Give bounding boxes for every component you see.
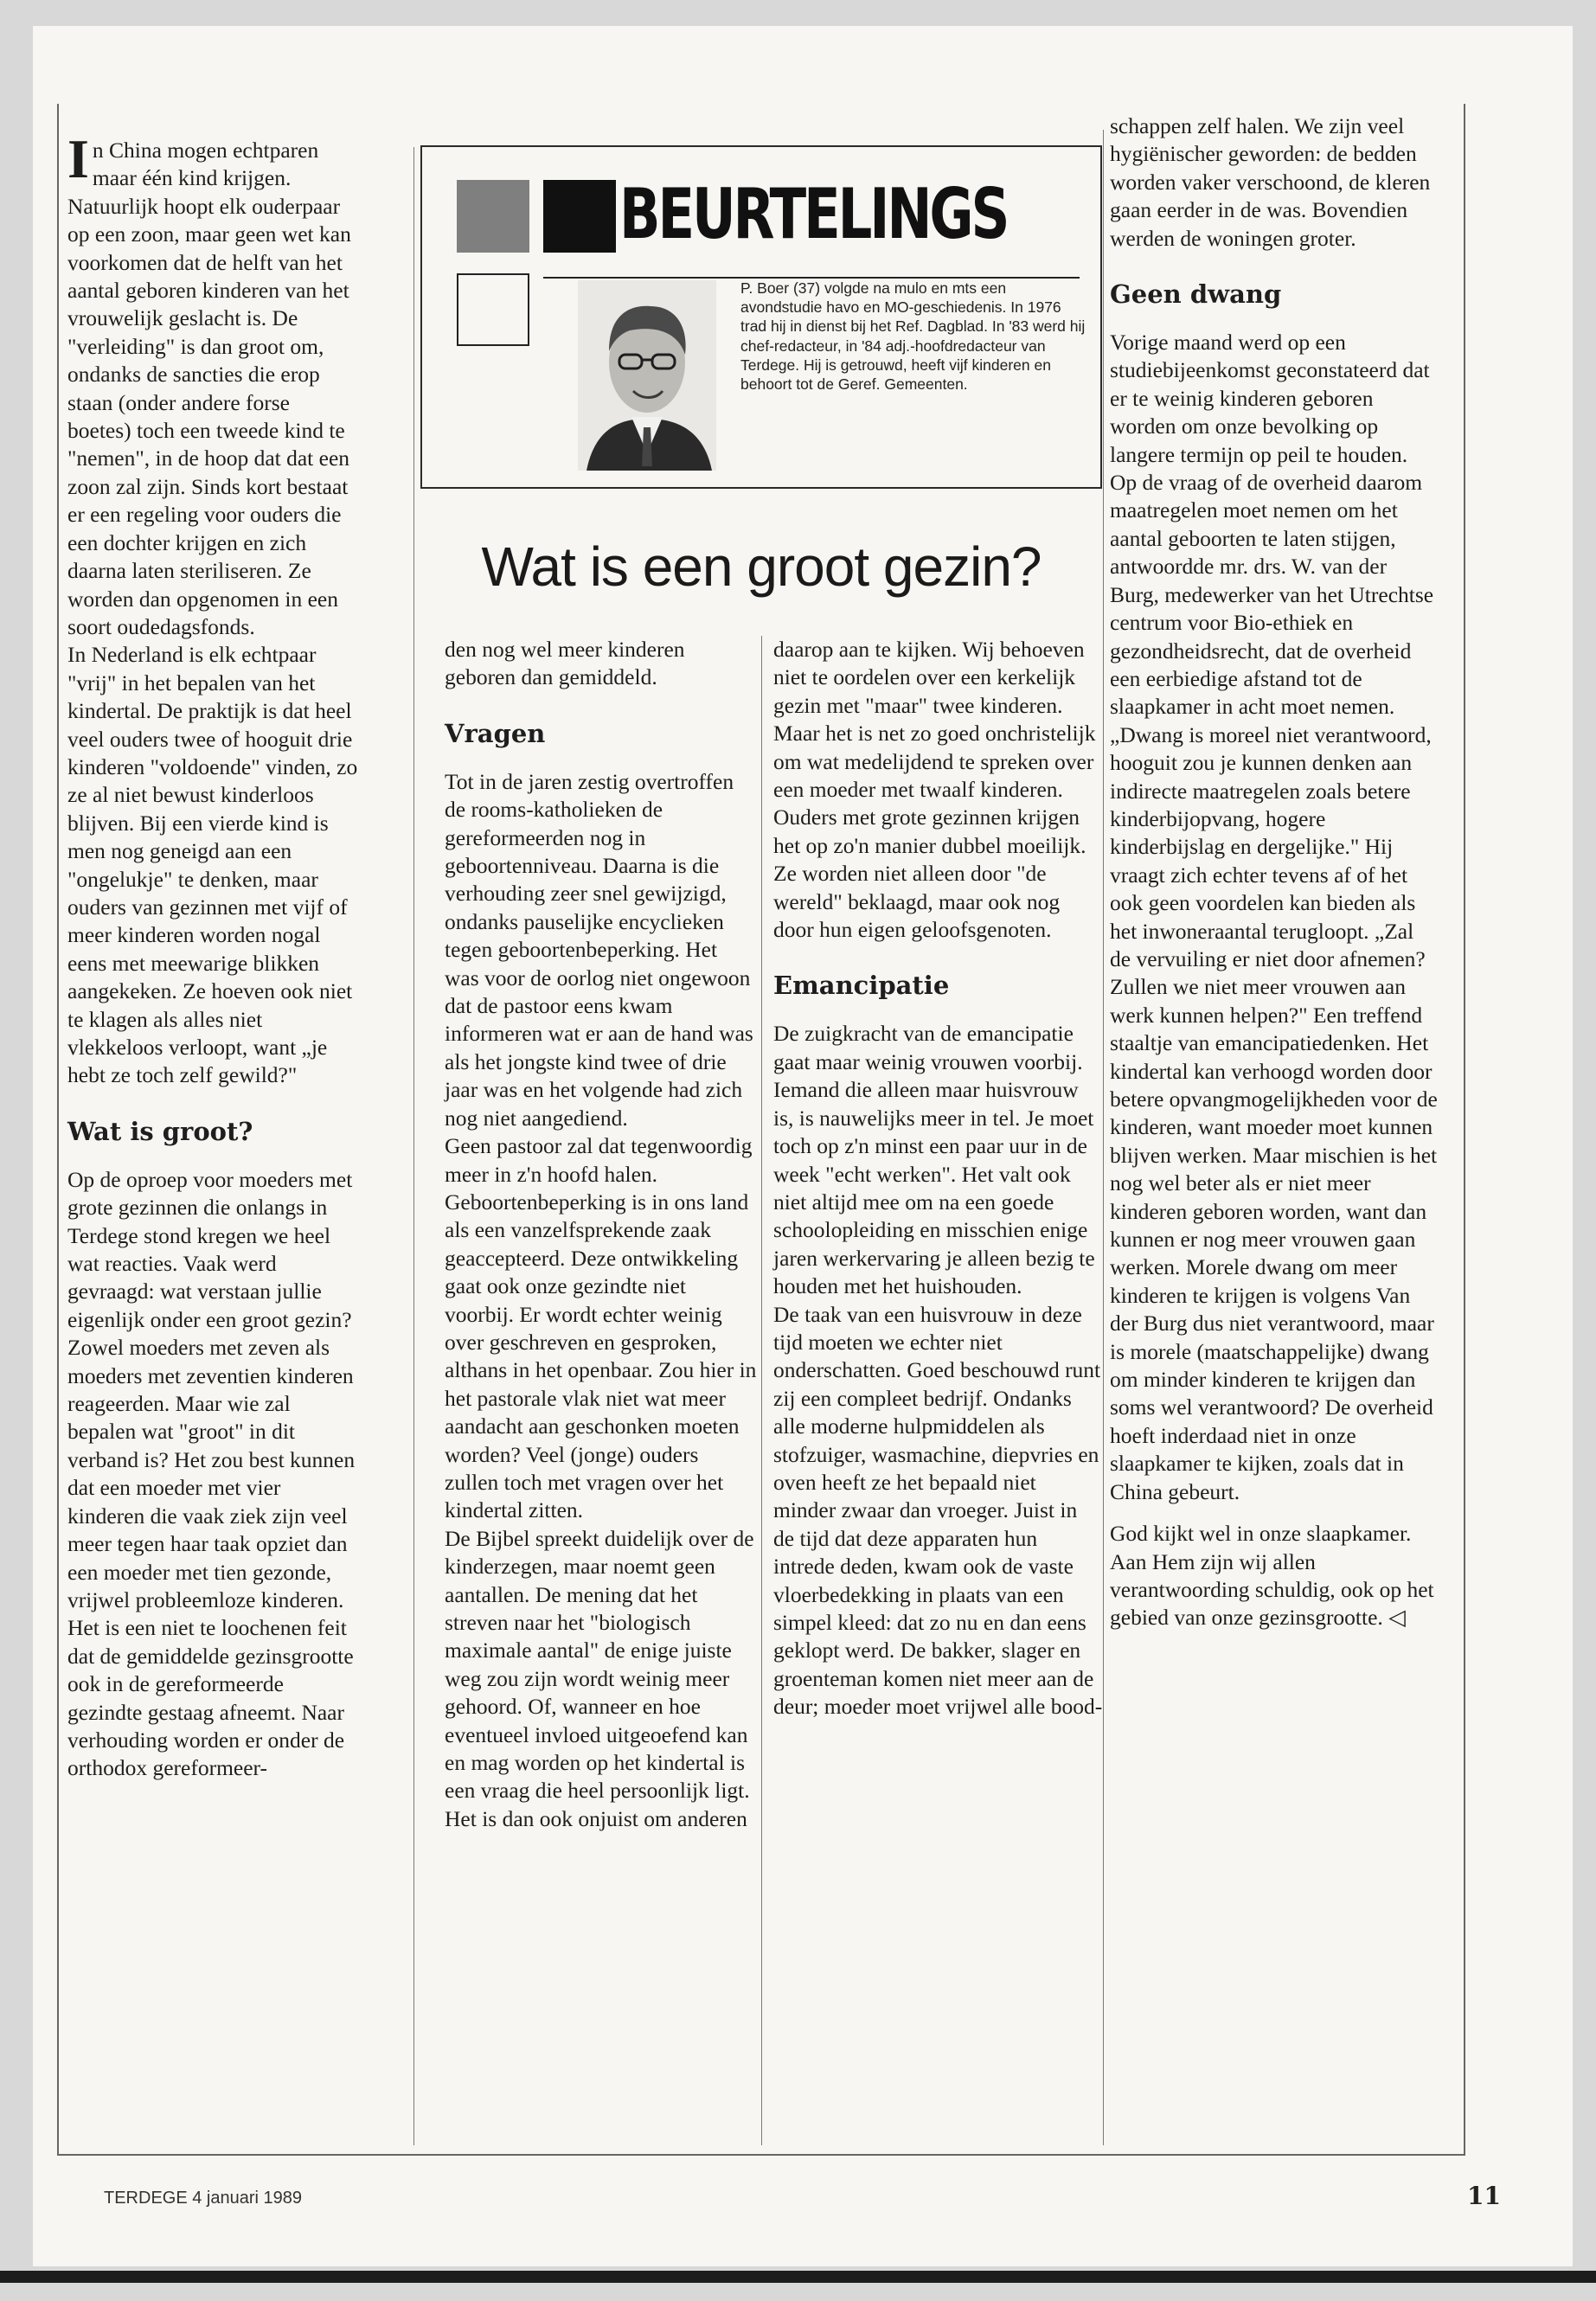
author-portrait — [578, 280, 716, 471]
section-heading: Emancipatie — [773, 971, 950, 1001]
paragraph: Geen pastoor zal dat tegenwoordig meer in z'n hoofd halen. Geboortenbeperking is in ons land als een vanzelfsprekende zaak geaccepteerd. Deze ontwikkeling gaat ook onze gezindte niet voorbij. Er wordt echter weinig over geschreven en gesproken, althans in het openbaar. Zou hier in het pastorale vlak niet wat meer aandacht aan geschonken moeten worden? Veel (jonge) ouders zullen toch met vragen over het kindertal zitten. — [445, 1133, 757, 1523]
section-heading: Wat is groot? — [67, 1116, 253, 1146]
paragraph: schappen zelf halen. We zijn veel hygiënischer geworden: de bedden worden vaker verschoond, de kleren gaan eerder in de was. Bovendien werden de woningen groter. — [1110, 113, 1431, 251]
outline-square-ornament — [457, 273, 529, 346]
article-headline: Wat is een groot gezin? — [481, 535, 1042, 598]
paragraph: De zuigkracht van de emancipatie gaat maar weinig vrouwen voorbij. Iemand die alleen maar huisvrouw is, is nauwelijks meer in tel. Je moet toch op z'n minst een paar uur in de week "echt werken". Het valt ook niet altijd mee om na een goede schoolopleiding en misschien enige jaren werkervaring je alleen bezig te houden met het huishouden. — [773, 1021, 1095, 1299]
paragraph: Het is een niet te loochenen feit dat de gemiddelde gezinsgrootte ook in de gereformeerde gezindte gestaag afneemt. Naar verhouding worden er onder de orthodox gereformeer- — [67, 1615, 354, 1781]
paragraph: De Bijbel spreekt duidelijk over de kinderzegen, maar noemt geen aantallen. De mening dat het streven naar het "biologisch maximale aantal" de enige juiste weg zou zijn wordt weinig meer gehoord. Of, wanneer en hoe eventueel invloed uitgeoefend kan en mag worden op het kindertal is een vraag die heel persoonlijk ligt. Het is dan ook onjuist om anderen — [445, 1525, 754, 1831]
column-header-box — [420, 145, 1102, 489]
column-title: BEURTELINGS — [619, 174, 1008, 254]
intro-paragraph: In China mogen echtparen maar één kind krijgen. Natuurlijk hoopt elk ouderpaar op een zoon, maar geen wet kan voorkomen dat de helft van het aantal geboren kinderen van het vrouwelijk geslacht is. De "verleiding" is dan groot om, ondanks de sancties die erop staan (onder andere forse boetes) toch een tweede kind te "nemen", in de hoop dat dat een zoon zal zijn. Sinds kort bestaat er een regeling voor ouders die een dochter krijgen en zich daarna laten steriliseren. Ze worden dan opgenomen in een soort oudedagsfonds. — [67, 128, 351, 639]
scan-edge-bar — [0, 2271, 1596, 2283]
grey-square-ornament — [457, 180, 529, 253]
paragraph: In Nederland is elk echtpaar "vrij" in het bepalen van het kindertal. De praktijk is dat heel veel ouders twee of hooguit drie kinderen "voldoende" vinden, zo ze al niet bewust kinderloos blijven. Bij een vierde kind is men nog geneigd aan een "ongelukje" te denken, maar ouders van gezinnen met vijf of meer kinderen worden nogal eens met meewarige blikken aangekeken. Ze hoeven ook niet te klagen als alles niet vlekkeloos verloopt, want „je hebt ze toch zelf gewild?" — [67, 642, 358, 1088]
footer-publication: TERDEGE 4 januari 1989 — [104, 2189, 303, 2208]
black-square-ornament — [543, 180, 616, 253]
end-mark-icon: ◁ — [1388, 1605, 1406, 1631]
article-column-1 — [67, 128, 358, 1783]
paragraph: De taak van een huisvrouw in deze tijd moeten we echter niet onderschatten. Goed beschouwd runt zij een compleet bedrijf. Ondanks alle moderne hulpmiddelen als stofzuiger, wasmachine, diepvries en oven heeft ze het bepaald niet minder zwaar dan vroeger. Juist in de tijd dat deze apparaten hun intrede deden, kwam ook de vaste vloerbedekking in plaats van een simpel kleed: dat zo nu en dan eens geklopt werd. De bakker, slager en groenteman komen niet meer aan de deur; moeder moet vrijwel alle bood- — [773, 1301, 1103, 1720]
paragraph: Tot in de jaren zestig overtroffen de rooms-katholieken de gereformeerden nog in geboortenniveau. Daarna is die verhouding zeer snel gewijzigd, ondanks pauselijke encyclieken tegen geboortenbeperking. Het was voor de oorlog niet ongewoon dat de pastoor eens kwam informeren wat er aan de hand was als het jongste kind twee of drie jaar was en het volgende had zich nog niet aangediend. — [445, 768, 753, 1131]
article-column-3 — [761, 636, 1103, 1721]
paragraph: daarop aan te kijken. Wij behoeven niet te oordelen over een kerkelijk gezin met "maar" twee kinderen. Maar het is net zo goed onchristelijk om wat medelijdend te spreken over een moeder met twaalf kinderen. Ouders met grote gezinnen krijgen het op zo'n manier dubbel moeilijk. Ze worden niet alleen door "de wereld" beklaagd, maar ook nog door hun eigen geloofsgenoten. — [773, 637, 1096, 943]
author-bio: P. Boer (37) volgde na mulo en mts een avondstudie havo en MO-geschiedenis. In 1976 trad hij in dienst bij het Ref. Dagblad. In '83 werd hij chef-redacteur, in '84 adj.-hoofdredacteur van Terdege. Hij is getrouwd, heeft vijf kinderen en behoort tot de Geref. Gemeenten. — [740, 279, 1086, 394]
section-heading: Geen dwang — [1110, 279, 1282, 310]
paragraph: Vorige maand werd op een studiebijeenkomst geconstateerd dat er te weinig kinderen geboren worden om onze bevolking op langere termijn op peil te houden. Op de vraag of de overheid daarom maatregelen moet nemen om het aantal geboorten te laten stijgen, antwoordde mr. drs. W. van der Burg, medewerker van het Utrechtse centrum voor Bio-ethiek en gezondheidsrecht, dat de overheid een eerbiedige afstand tot de slaapkamer in acht moet nemen. „Dwang is moreel niet verantwoord, hooguit zou je kunnen denken aan indirecte maatregelen zoals betere kinderbijopvang, hogere kinderbijslag en dergelijke." Hij vraagt zich echter tevens af of het ook geen voordelen kan bieden als het inwoneraantal terugloopt. „Zal de vervuiling er niet door afnemen? Zullen we niet meer vrouwen aan werk kunnen helpen?" Een treffend staaltje van emancipatiedenken. Het kindertal kan verhoogd worden door betere opvangmogelijkheden voor de kinderen, want moeder moet kunnen blijven werken. Maar mischien is het nog wel beter als er niet meer kinderen geboren worden, want dan kunnen er nog meer vrouwen gaan werken. Morele dwang om meer kinderen te krijgen is volgens Van der Burg dus niet verantwoord, maar is morele (maatschappelijke) dwang om minder kinderen te krijgen dan soms wel verantwoord? De overheid hoeft inderdaad niet in onze slaapkamer te kijken, zoals dat in China gebeurt. — [1110, 330, 1438, 1504]
section-heading: Vragen — [445, 718, 546, 748]
closing-paragraph: God kijkt wel in onze slaapkamer. Aan Hem zijn wij allen verantwoording schuldig, ook op het gebied van onze gezinsgrootte. ◁ — [1110, 1521, 1434, 1631]
article-column-4 — [1093, 112, 1439, 1632]
paragraph: den nog wel meer kinderen geboren dan gemiddeld. — [445, 637, 685, 690]
page-number: 11 — [1467, 2182, 1501, 2210]
drop-cap: I — [67, 128, 89, 189]
column-divider — [413, 147, 414, 2145]
article-column-2 — [415, 636, 757, 1833]
paragraph: Op de oproep voor moeders met grote gezinnen die onlangs in Terdege stond kregen we heel wat reacties. Vaak werd gevraagd: wat verstaan jullie eigenlijk onder een groot gezin? Zowel moeders met zeven als moeders met zeventien kinderen reageerden. Maar wie zal bepalen wat "groot" in dit verband is? Het zou best kunnen dat een moeder met vier kinderen die vaak ziek zijn veel meer tegen haar taak opziet dan een moeder met tien gezonde, vrijwel probleemloze kinderen. — [67, 1166, 356, 1612]
